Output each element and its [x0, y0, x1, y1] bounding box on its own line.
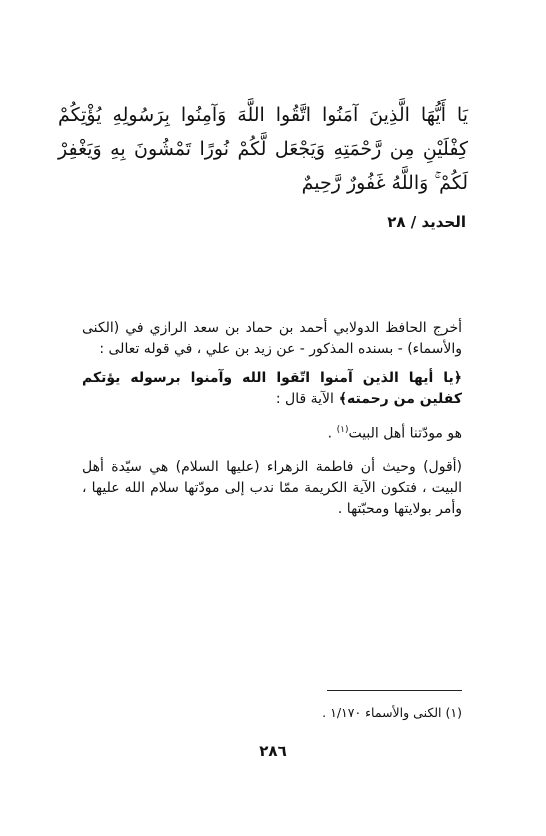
verse-reference: الحديد / ٢٨ — [387, 213, 466, 231]
hadith-text: هو مودّتنا أهل البيت — [348, 425, 462, 442]
quote-tail: الآية قال : — [275, 391, 334, 407]
footnote-divider — [327, 690, 462, 691]
footnote-marker[interactable]: (١) — [336, 425, 349, 435]
verse-quote: ﴿يا أيها الذين آمنوا اتّقوا الله وآمنوا برسوله يؤتكم كفلين من رحمته﴾ — [82, 370, 462, 407]
hadith-paragraph — [82, 420, 462, 445]
footnote: (١) الكنى والأسماء ١/١٧٠ . — [322, 705, 462, 720]
page-number: ٢٨٦ — [259, 742, 287, 760]
quote-paragraph — [82, 368, 462, 410]
comment-paragraph: (أقول) وحيث أن فاطمة الزهراء (عليها السلام) هي سيّدة أهل البيت ، فتكون الآية الكريمة ممّا ندب إلى مودّتها سلام الله عليها ، وأمر بولايتها ومحبّتها . — [82, 458, 462, 517]
hadith-end: . — [327, 425, 337, 442]
quran-verse: يَا أَيُّهَا الَّذِينَ آمَنُوا اتَّقُوا اللَّهَ وَآمِنُوا بِرَسُولِهِ يُؤْتِكُمْ كِفْلَيْنِ مِن رَّحْمَتِهِ وَيَجْعَل لَّكُمْ نُورًا تَمْشُونَ بِهِ وَيَغْفِرْ لَكُمْ ۚ وَاللَّهُ غَفُورٌ رَّحِيمٌ — [58, 104, 468, 194]
intro-paragraph: أخرج الحافظ الدولابي أحمد بن حماد بن سعد الرازي في (الكنى والأسماء) - بسنده المذكور - عن زيد بن علي ، في قوله تعالى : — [82, 320, 462, 357]
main-text — [82, 318, 462, 520]
